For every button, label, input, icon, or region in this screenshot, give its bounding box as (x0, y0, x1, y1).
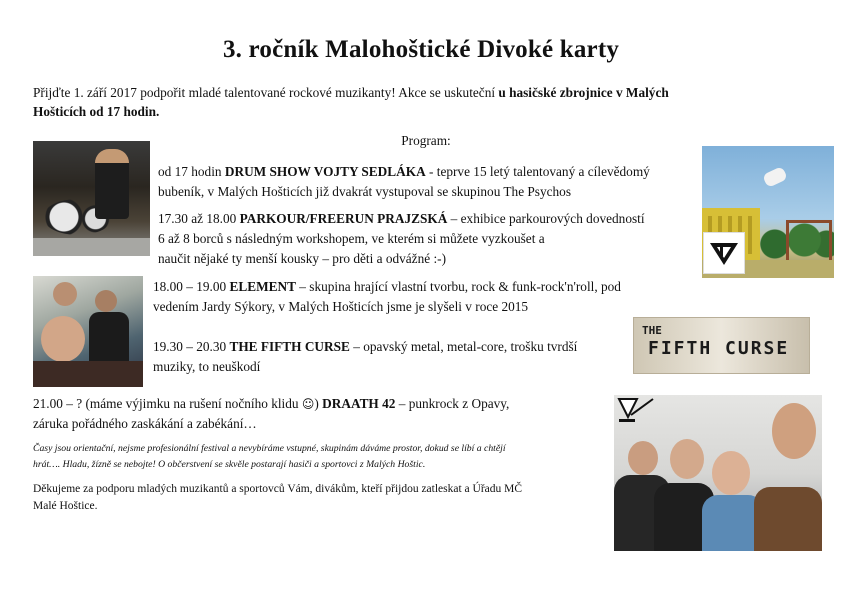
photo-member-body (754, 487, 822, 551)
element-line1: – skupina hrající vlastní tvorbu, rock & funk-rock'n'roll, pod (295, 279, 621, 294)
program-item-draath (33, 394, 603, 434)
fifth-curse-logo (633, 317, 810, 374)
element-time: 18.00 – 19.00 (153, 279, 230, 294)
draath-time: 21.00 – ? (máme výjimku na rušení nočního klidu (33, 396, 302, 411)
fifth-line2: muziky, to neuškodí (153, 359, 261, 374)
smiley-icon: ☺ (301, 397, 315, 411)
element-band-photo (33, 276, 143, 387)
photo-member-face (95, 290, 117, 312)
drum-time: od 17 hodin (158, 164, 225, 179)
parkour-logo-icon (703, 232, 745, 274)
disclaimer-note (33, 441, 613, 473)
element-line2: vedením Jardy Sýkory, v Malých Hošticích jsme je slyšeli v roce 2015 (153, 299, 529, 314)
program-item-fifth-curse (153, 337, 623, 377)
fifth-curse-logo-the: THE (642, 324, 662, 337)
parkour-time: 17.30 až 18.00 (158, 211, 240, 226)
fifth-curse-logo-text (634, 318, 809, 373)
drummer-figure (95, 149, 129, 219)
program-item-parkour (158, 209, 698, 269)
fifth-time: 19.30 – 20.30 (153, 339, 230, 354)
photo-member-face (41, 316, 85, 362)
photo-member-face (628, 441, 658, 475)
thanks-line1: Děkujeme za podporu mladých muzikantů a sportovců Vám, divákům, kteří přijdou zatleskat a Úřadu MČ (33, 483, 523, 495)
draath-name: DRAATH 42 (322, 396, 396, 411)
photo-member-face (53, 282, 77, 306)
note-line2: hrát…. Hladu, žízně se nebojte! O občerstvení se skvěle postarají hasiči a sportovci z Malých Hoštic. (33, 459, 426, 470)
photo-jumper (762, 166, 788, 188)
intro-part1: Přijďte 1. září 2017 podpořit mladé talentované rockové muzikanty! Akce se uskuteční (33, 85, 499, 100)
photo-member-face (712, 451, 750, 495)
draath-time2: ) (314, 396, 323, 411)
photo-member-face (670, 439, 704, 479)
intro-bold1: u hasičské zbrojnice v Malých (498, 85, 669, 100)
parkour-line1: – exhibice parkourových dovedností (447, 211, 645, 226)
thanks-text (33, 481, 613, 515)
program-heading: Program: (401, 133, 451, 148)
parkour-name: PARKOUR/FREERUN PRAJZSKÁ (239, 211, 448, 226)
fifth-line1: – opavský metal, metal-core, trošku tvrdší (349, 339, 578, 354)
drum-line2: bubeník, v Malých Hošticích již dvakrát vystupoval se skupinou The Psychos (158, 184, 572, 199)
thanks-line2: Malé Hoštice. (33, 500, 98, 512)
program-item-drum (158, 162, 688, 202)
drum-line1: - teprve 15 letý talentovaný a cílevědomý (425, 164, 650, 179)
parkour-line2: 6 až 8 borců s následným workshopem, ve kterém si můžete vyzkoušet a (158, 231, 545, 246)
poster-title: 3. ročník Malohoštické Divoké karty (222, 36, 620, 63)
fifth-name: THE FIFTH CURSE (229, 339, 350, 354)
fifth-curse-logo-name: FIFTH CURSE (648, 338, 790, 359)
draath-line2: záruka pořádného zaskákání a zabékání… (33, 416, 257, 431)
photo-floor (33, 238, 150, 256)
note-line1: Časy jsou orientační, nejsme profesionální festival a nevybíráme vstupné, skupinám dáváme prostor, dokud se líbí a chtějí (33, 443, 506, 454)
intro-text (33, 83, 773, 121)
drum-name: DRUM SHOW VOJTY SEDLÁKA (224, 164, 426, 179)
parkour-line3: naučit nějaké ty menší kousky – pro děti a odvážné :-) (158, 251, 447, 266)
photo-foreground (33, 361, 143, 387)
intro-bold2: Hošticích od 17 hodin. (33, 104, 160, 119)
program-item-element (153, 277, 673, 317)
draath-logo-icon (615, 395, 655, 425)
draath-line1: – punkrock z Opavy, (395, 396, 510, 411)
draath-logo-graphic (615, 395, 655, 425)
photo-member-face (772, 403, 816, 459)
element-name: ELEMENT (229, 279, 296, 294)
drum-show-photo (33, 141, 150, 256)
parkour-logo-graphic (704, 233, 744, 273)
